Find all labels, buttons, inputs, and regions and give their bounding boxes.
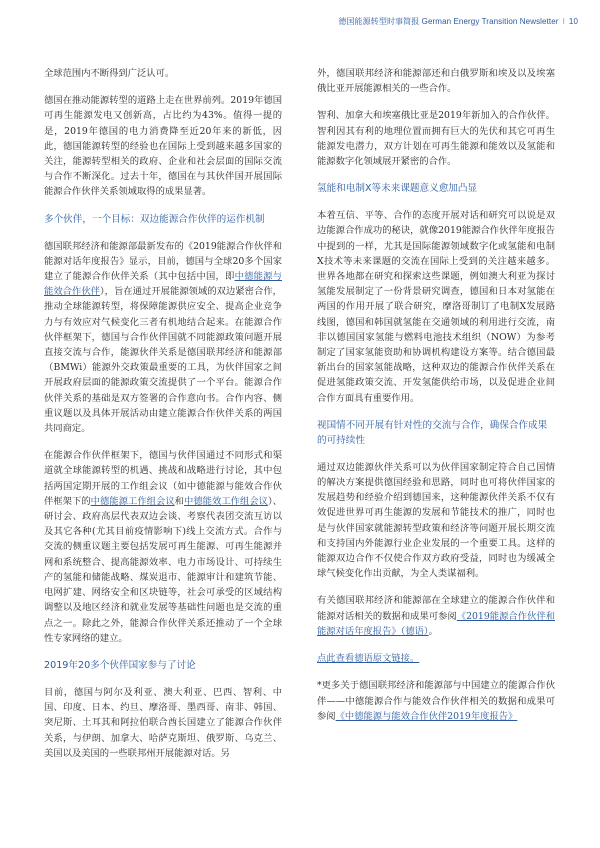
section-heading: 氢能和电制X等未来课题意义愈加凸显 bbox=[317, 183, 478, 195]
paragraph: 本着互信、平等、合作的态度开展对话和研究可以说是双边能源合作成功的秘诀，就像2019能源合作伙伴年度报告中提到的一样，尤其是国际能源领域数字化或氢能和电制X技术等未来课题的交流在国际上受到的关注越来越多。世界各地都在研究和探索这些课题，例如澳大利亚为探讨氢能发展制定了一份背景研究调查，德国和日本对氢能在两国的作用开展了联合研究，摩洛哥制订了电制X发展路线图，德国和韩国就氢能在交通领域的利用进行交流，南非以德国国家氢能与燃料电池技术组织（NOW）为参考制定了国家氢能资助和协调机构建设方案等。结合德国最新出台的国家氢能战略，这种双边的能源合作伙伴关系在促进氢能政策交流、开发氢能供给市场，以及促进企业间合作方面具有重要作用。 bbox=[317, 210, 555, 404]
paragraph bbox=[317, 678, 555, 724]
section-heading: 多个伙伴，一个目标：双边能源合作伙伴的运作机制 bbox=[44, 213, 265, 225]
efficiency-working-group-link[interactable]: 中德能效工作组会议 bbox=[184, 495, 268, 507]
text: ），旨在通过开展能源领域的双边紧密合作，推动全球能源转型，将保障能源供应安全、提高企业竞争力与有效应对气候变化三者有机地结合起来。在能源合作伙伴框架下，德国与合作伙伴国就不同能源政策问题开展直接交流与合作，能源伙伴关系是德国联邦经济和能源部（BMWi）能源外交政策最重要的工具，为伙伴国家之间开展政府层面的能源政策交流提供了一个平台。能源合作伙伴关系的基础是双方签署的合作意向书。合作内容、侧重议题以及具体开展活动由建立能源合作伙伴关系的两国共同商定。 bbox=[44, 286, 282, 435]
paragraph: 德国在推动能源转型的道路上走在世界前列。2019年德国可再生能源发电又创新高，占比约为43%。值得一提的是，2019年德国的电力消费降至近20年来的新低，因此，德国能源转型的经验也在国际上受到越来越多国家的关注，能源转型相关的政府、企业和社会层面的国际交流与合作不断深化。过去十年，德国在与其伙伴国开展国际能源合作伙伴关系领域取得的成果显著。 bbox=[44, 95, 282, 198]
header-separator: I bbox=[562, 17, 565, 26]
paragraph bbox=[44, 448, 282, 646]
text: *更多关于德国联邦经济和能源部与中国建立的能源合作伙伴——中德能源合作与能效合作伙伴相关的数据和成果可参阅 bbox=[317, 680, 555, 722]
german-original-link[interactable]: 点此查看德语原文链接。 bbox=[317, 653, 420, 665]
partnership-link[interactable]: 中德能源与能效合作伙伴 bbox=[44, 271, 282, 298]
paragraph: 智利、加拿大和埃塞俄比亚是2019年新加入的合作伙伴。智利因其有利的地理位置而拥有巨大的先伏和其它可再生能源发电潜力，双方计划在可再生能源和能效以及氢能和能源数字化领域展开紧密的合作。 bbox=[317, 110, 555, 168]
annual-report-link[interactable]: 《2019能源合作伙伴和能源对话年度报告》（德语） bbox=[317, 610, 555, 637]
text: ）、研讨会、政府高层代表双边会谈、考察代表团交流互访以及其它各种(尤其目前疫情影响下)线上交流方式。合作与交流的侧重议题主要包括发展可再生能源、可再生能源并网和系统整合、提高能源效率、电力市场设计、可持续生产的氢能和储能战略、煤炭退市、能源审计和建筑节能、电网扩建、网络安全和区块链等，社会可承受的区域结构调整以及地区经济和就业发展等基础性问题也是交流的重点之一。除此之外，能源合作伙伴关系还推动了一个全球性专家网络的建立。 bbox=[44, 495, 282, 644]
text: 和 bbox=[174, 495, 184, 507]
page-header bbox=[338, 16, 578, 27]
energy-working-group-link[interactable]: 中德能源工作组会议 bbox=[90, 495, 175, 507]
section-heading: 视国情不同开展有针对性的交流与合作，确保合作成果的可持续性 bbox=[317, 419, 548, 446]
section-heading: 2019年20多个伙伴国家参与了讨论 bbox=[44, 659, 196, 671]
paragraph bbox=[317, 651, 555, 666]
paragraph: 通过双边能源伙伴关系可以为伙伴国家制定符合自己国情的解决方案提供德国经验和思路，同时也可将伙伴国家的发展趋势和经验介绍到德国来，这种能源伙伴关系不仅有效促进世界可再生能源的发展和节能技术的推广，同时也是与伙伴国家就能源转型政策和经济等问题开展长期交流和支持国内外能源行业企业发展的一个重要工具。这样的能源双边合作不仅使合作双方政府受益，同时也为缓减全球气候变化作出贡献，为全人类谋福利。 bbox=[317, 461, 555, 580]
text: 。 bbox=[428, 625, 438, 637]
paragraph: 目前，德国与阿尔及利亚、澳大利亚、巴西、智利、中国、印度、日本、约旦、摩洛哥、墨西哥、南非、韩国、突尼斯、土耳其和阿拉伯联合酋长国建立了能源合作伙伴关系，与伊朗、加拿大、哈萨克斯坦、俄罗斯、乌克兰、美国以及美国的一些联邦州开展能源对话。另 bbox=[44, 686, 282, 759]
page-number: 10 bbox=[568, 17, 578, 26]
paragraph: 全球范围内不断得到广泛认可。 bbox=[44, 68, 175, 79]
newsletter-title: 德国能源转型时事简报 German Energy Transition Newsletter bbox=[338, 17, 559, 26]
left-column bbox=[44, 66, 282, 773]
sino-german-report-link[interactable]: 《中德能源与能效合作伙伴2019年度报告》 bbox=[335, 710, 518, 722]
text: 有关德国联邦经济和能源部在全球建立的能源合作伙伴和能源对话相关的数据和成果可参阅 bbox=[317, 595, 555, 622]
text: 在能源合作伙伴框架下，德国与伙伴国通过不同形式和渠道就全球能源转型的机遇、挑战和战略进行讨论，其中包括两国定期开展的工作组会议（如中德能源与能效合作伙伴框架下的 bbox=[44, 450, 282, 507]
paragraph bbox=[317, 593, 555, 639]
paragraph: 外，德国联邦经济和能源部还和白俄罗斯和埃及以及埃塞俄比亚开展能源相关的一些合作。 bbox=[317, 68, 555, 95]
paragraph bbox=[44, 239, 282, 437]
text: 德国联邦经济和能源部最新发布的《2019能源合作伙伴和能源对话年度报告》显示，目前，德国与全球20多个国家建立了能源合作伙伴关系（其中包括中国，即 bbox=[44, 240, 282, 283]
right-column bbox=[317, 66, 555, 736]
